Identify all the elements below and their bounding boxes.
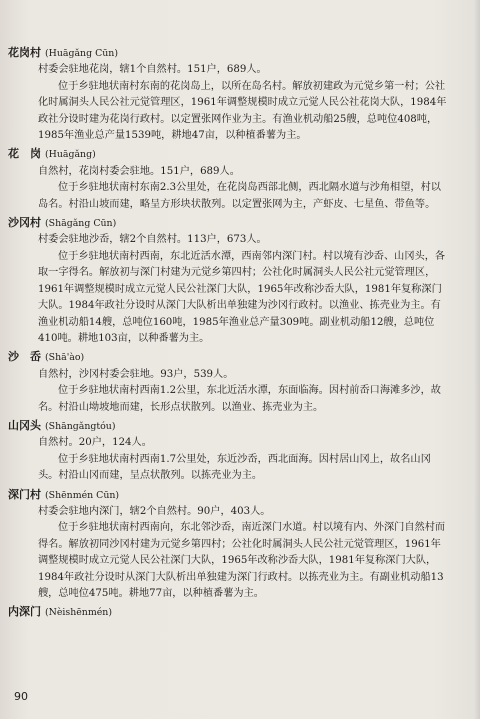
entry-description: 位于乡驻地状南村西南，东北近活水潭，西南邻内深门村。村以境有沙岙、山冈头，各取一字得名。解放初与深门村建为元觉乡第四村；公社化时属洞头人民公社元觉管理区，1961年调整规模时成立元觉人民公社深门大队，1965年改称沙岙大队，1981年复称深门大队。1984年政社分设时从深门大队析出单独建为沙冈行政村。以渔业、拣壳业为主。有渔业机动船14艘，总吨位160吨，1985年渔业总产量309吨。副业机动船12艘，总吨位410吨。耕地103亩，以种番薯为主。 bbox=[38, 250, 446, 344]
entry-summary: 自然村，沙冈村委会驻地。93户，539人。 bbox=[38, 368, 234, 380]
entry-description: 位于乡驻地状南村西南1.7公里处，东近沙岙，西北面海。因村居山冈上，故名山冈头。村沿山冈而建，呈点状散列。以拣壳业为主。 bbox=[38, 453, 431, 482]
entry-title: 山冈头 bbox=[8, 418, 41, 432]
entry-summary: 自然村。20户，124人。 bbox=[38, 437, 152, 449]
entry-title: 内深门 bbox=[8, 605, 41, 619]
entry-shenmen-village bbox=[8, 487, 448, 603]
entry-pinyin: (Huāgǎng Cūn) bbox=[45, 48, 118, 59]
entry-pinyin: (Huāgǎng) bbox=[45, 149, 96, 161]
entry-title: 花 岗 bbox=[8, 147, 41, 161]
entry-neishenmen bbox=[8, 604, 448, 621]
entry-shagang-village bbox=[8, 215, 448, 347]
entry-heading bbox=[8, 146, 448, 163]
entry-summary: 村委会驻地花岗，辖1个自然村。151户，689人。 bbox=[38, 64, 267, 76]
entry-description: 位于乡驻地状南村西南1.2公里，东北近活水潭，东面临海。因村前岙口海滩多沙，故名。村沿山坳坡地而建，长形点状散列。以渔业、拣壳业为主。 bbox=[38, 385, 441, 413]
page-edge-shadow bbox=[474, 0, 480, 719]
entry-title: 沙冈村 bbox=[8, 216, 41, 230]
entry-heading bbox=[8, 418, 448, 435]
entry-heading bbox=[8, 349, 448, 366]
entry-heading bbox=[8, 487, 448, 504]
entry-shangangtou bbox=[8, 418, 448, 485]
entry-description: 位于乡驻地状南村东南2.3公里处，在花岗岛西部北侧，西北隔水道与沙角相望，村以岛名。村沿山坡而建，略呈方形块状散列。以定置张网为主，产虾皮、七星鱼、带鱼等。 bbox=[38, 182, 441, 210]
entry-heading bbox=[8, 604, 448, 621]
entry-pinyin: (Shā'ào) bbox=[45, 352, 85, 364]
entry-shaao bbox=[8, 349, 448, 416]
entry-title: 沙 岙 bbox=[8, 350, 41, 364]
entry-pinyin: (Nèishēnmén) bbox=[45, 607, 112, 619]
entry-pinyin: (Shēnmén Cūn) bbox=[45, 489, 120, 501]
gazetteer-text bbox=[8, 43, 448, 622]
entry-huagang bbox=[8, 146, 448, 213]
entry-description: 位于乡驻地状南村西南向，东北邻沙岙，南近深门水道。村以境有内、外深门自然村而得名。解放初同沙冈村建为元觉乡第四村；公社化时属洞头人民公社元觉管理区，1961年调整规模时成立元觉人民公社深门大队，1965年改称沙岙大队，1981年复称深门大队，1984年政社分设时从深门大队析出单独建为深门行政村。以拣壳业为主。有副业机动船13艘，总吨位475吨。耕地77亩，以种植番薯为主。 bbox=[38, 522, 446, 599]
entry-pinyin: (Shāngǎngtóu) bbox=[45, 420, 116, 432]
entry-title: 花岗村 bbox=[8, 46, 41, 59]
entry-heading bbox=[8, 45, 448, 62]
entry-huagang-village bbox=[8, 45, 448, 144]
entry-summary: 村委会驻地沙岙，辖2个自然村。113户，673人。 bbox=[38, 234, 267, 246]
entry-description: 位于乡驻地状南村东南的花岗岛上，以所在岛名村。解放初建政为元觉乡第一村；公社化时属洞头人民公社元觉管理区，1961年调整规模时成立元觉人民公社花岗大队，1984年政社分设时建为花岗行政村。以定置张网作业为主。有渔业机动船25艘，总吨位408吨，1985年渔业总产量1539吨，耕地47亩，以种植番薯为主。 bbox=[38, 80, 447, 142]
entry-summary: 自然村，花岗村委会驻地。151户，689人。 bbox=[38, 165, 240, 177]
entry-heading bbox=[8, 215, 448, 232]
entry-pinyin: (Shāgǎng Cūn) bbox=[45, 218, 117, 230]
entry-title: 深门村 bbox=[8, 487, 41, 501]
entry-summary: 村委会驻地内深门，辖2个自然村。90户，403人。 bbox=[38, 505, 271, 517]
page-number: 90 bbox=[14, 690, 28, 703]
